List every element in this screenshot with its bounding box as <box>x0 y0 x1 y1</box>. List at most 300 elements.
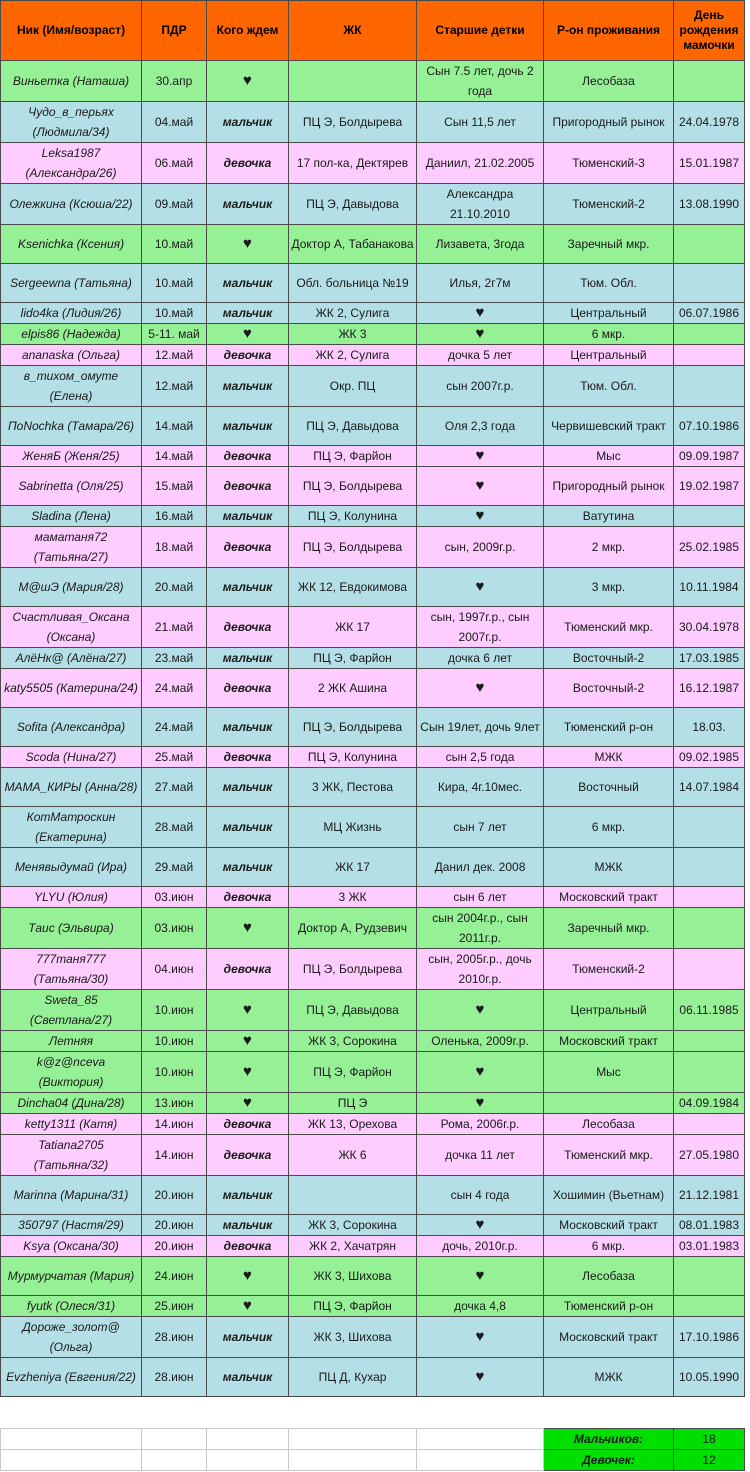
bday-cell[interactable]: 24.04.1978 <box>674 102 745 143</box>
empty-cell[interactable] <box>142 1450 207 1471</box>
rayon-cell[interactable]: Заречный мкр. <box>544 908 674 949</box>
kids-cell[interactable]: Лизавета, 3года <box>417 225 544 264</box>
header-nick[interactable]: Ник (Имя/возраст) <box>1 1 142 61</box>
zhk-cell[interactable]: ПЦ Э, Фарйон <box>289 648 417 669</box>
rayon-cell[interactable]: Тюменский р-он <box>544 708 674 747</box>
bday-cell[interactable]: 06.11.1985 <box>674 990 745 1031</box>
empty-cell[interactable] <box>289 1450 417 1471</box>
bday-cell[interactable]: 27.05.1980 <box>674 1135 745 1176</box>
nick-cell[interactable]: lido4ka (Лидия/26) <box>1 303 142 324</box>
pdr-cell[interactable]: 06.май <box>142 143 207 184</box>
zhk-cell[interactable]: ЖК 3 <box>289 324 417 345</box>
kogo-cell[interactable]: мальчик <box>207 1176 289 1215</box>
rayon-cell[interactable]: Московский тракт <box>544 1215 674 1236</box>
kids-cell[interactable]: сын 7 лет <box>417 807 544 848</box>
nick-cell[interactable]: ananaska (Ольга) <box>1 345 142 366</box>
bday-cell[interactable] <box>674 345 745 366</box>
pdr-cell[interactable]: 03.июн <box>142 908 207 949</box>
rayon-cell[interactable]: 6 мкр. <box>544 807 674 848</box>
bday-cell[interactable] <box>674 1031 745 1052</box>
bday-cell[interactable]: 10.05.1990 <box>674 1358 745 1397</box>
kids-cell[interactable]: сын 2,5 года <box>417 747 544 768</box>
kids-cell[interactable] <box>417 324 544 345</box>
kids-cell[interactable]: Кира, 4г.10мес. <box>417 768 544 807</box>
bday-cell[interactable]: 25.02.1985 <box>674 527 745 568</box>
rayon-cell[interactable]: 3 мкр. <box>544 568 674 607</box>
kids-cell[interactable] <box>417 1052 544 1093</box>
nick-cell[interactable]: ЖеняБ (Женя/25) <box>1 446 142 467</box>
pdr-cell[interactable]: 5-11. май <box>142 324 207 345</box>
kogo-cell[interactable]: мальчик <box>207 1358 289 1397</box>
nick-cell[interactable]: Счастливая_Оксана (Оксана) <box>1 607 142 648</box>
bday-cell[interactable]: 14.07.1984 <box>674 768 745 807</box>
empty-cell[interactable] <box>142 1429 207 1450</box>
nick-cell[interactable]: k@z@nceva (Виктория) <box>1 1052 142 1093</box>
rayon-cell[interactable]: Пригородный рынок <box>544 467 674 506</box>
kids-cell[interactable] <box>417 446 544 467</box>
kogo-cell[interactable]: мальчик <box>207 184 289 225</box>
kogo-cell[interactable] <box>207 324 289 345</box>
kids-cell[interactable]: дочь, 2010г.р. <box>417 1236 544 1257</box>
zhk-cell[interactable]: ПЦ Э, Болдырева <box>289 102 417 143</box>
bday-cell[interactable] <box>674 949 745 990</box>
pdr-cell[interactable]: 10.июн <box>142 1052 207 1093</box>
zhk-cell[interactable]: ПЦ Э, Давыдова <box>289 990 417 1031</box>
kogo-cell[interactable]: девочка <box>207 1236 289 1257</box>
nick-cell[interactable]: маматаня72 (Татьяна/27) <box>1 527 142 568</box>
rayon-cell[interactable]: Лесобаза <box>544 61 674 102</box>
kogo-cell[interactable]: девочка <box>207 446 289 467</box>
kids-cell[interactable] <box>417 669 544 708</box>
zhk-cell[interactable]: ЖК 12, Евдокимова <box>289 568 417 607</box>
header-bday[interactable]: День рождения мамочки <box>674 1 745 61</box>
zhk-cell[interactable]: ЖК 13, Орехова <box>289 1114 417 1135</box>
bday-cell[interactable] <box>674 887 745 908</box>
kogo-cell[interactable]: мальчик <box>207 568 289 607</box>
nick-cell[interactable]: YLYU (Юлия) <box>1 887 142 908</box>
nick-cell[interactable]: Sergeewna (Татьяна) <box>1 264 142 303</box>
nick-cell[interactable]: Летняя <box>1 1031 142 1052</box>
kogo-cell[interactable]: девочка <box>207 1135 289 1176</box>
rayon-cell[interactable]: Тюменский мкр. <box>544 1135 674 1176</box>
rayon-cell[interactable]: Мыс <box>544 446 674 467</box>
zhk-cell[interactable] <box>289 1176 417 1215</box>
zhk-cell[interactable]: ПЦ Э, Давыдова <box>289 184 417 225</box>
kids-cell[interactable] <box>417 506 544 527</box>
kogo-cell[interactable]: девочка <box>207 669 289 708</box>
header-rayon[interactable]: Р-он проживания <box>544 1 674 61</box>
pdr-cell[interactable]: 21.май <box>142 607 207 648</box>
zhk-cell[interactable]: Окр. ПЦ <box>289 366 417 407</box>
pdr-cell[interactable]: 10.июн <box>142 1031 207 1052</box>
rayon-cell[interactable]: Центральный <box>544 303 674 324</box>
nick-cell[interactable]: ketty1311 (Катя) <box>1 1114 142 1135</box>
rayon-cell[interactable]: Тюменский р-он <box>544 1296 674 1317</box>
empty-cell[interactable] <box>1 1450 142 1471</box>
bday-cell[interactable] <box>674 1296 745 1317</box>
zhk-cell[interactable]: ПЦ Д, Кухар <box>289 1358 417 1397</box>
kogo-cell[interactable]: мальчик <box>207 1317 289 1358</box>
nick-cell[interactable]: Tatiana2705 (Татьяна/32) <box>1 1135 142 1176</box>
bday-cell[interactable]: 06.07.1986 <box>674 303 745 324</box>
pdr-cell[interactable]: 28.июн <box>142 1317 207 1358</box>
kogo-cell[interactable]: мальчик <box>207 807 289 848</box>
nick-cell[interactable]: Виньетка (Наташа) <box>1 61 142 102</box>
bday-cell[interactable] <box>674 1052 745 1093</box>
bday-cell[interactable] <box>674 225 745 264</box>
bday-cell[interactable]: 03.01.1983 <box>674 1236 745 1257</box>
boys-count-label[interactable]: Мальчиков: <box>544 1429 674 1450</box>
kids-cell[interactable]: Рома, 2006г.р. <box>417 1114 544 1135</box>
kogo-cell[interactable]: девочка <box>207 747 289 768</box>
pdr-cell[interactable]: 14.май <box>142 407 207 446</box>
nick-cell[interactable]: в_тихом_омуте (Елена) <box>1 366 142 407</box>
nick-cell[interactable]: Sladina (Лена) <box>1 506 142 527</box>
kids-cell[interactable]: сын 6 лет <box>417 887 544 908</box>
kids-cell[interactable] <box>417 303 544 324</box>
header-kids[interactable]: Старшие детки <box>417 1 544 61</box>
bday-cell[interactable] <box>674 61 745 102</box>
kids-cell[interactable] <box>417 1317 544 1358</box>
rayon-cell[interactable]: 2 мкр. <box>544 527 674 568</box>
kogo-cell[interactable] <box>207 1093 289 1114</box>
nick-cell[interactable]: АлёНк@ (Алёна/27) <box>1 648 142 669</box>
nick-cell[interactable]: Sabrinetta (Оля/25) <box>1 467 142 506</box>
zhk-cell[interactable]: ЖК 3, Шихова <box>289 1317 417 1358</box>
pdr-cell[interactable]: 10.июн <box>142 990 207 1031</box>
zhk-cell[interactable]: Обл. больница №19 <box>289 264 417 303</box>
kids-cell[interactable] <box>417 1358 544 1397</box>
kids-cell[interactable]: Илья, 2г7м <box>417 264 544 303</box>
zhk-cell[interactable]: Доктор А, Рудзевич <box>289 908 417 949</box>
kids-cell[interactable]: Данил дек. 2008 <box>417 848 544 887</box>
pdr-cell[interactable]: 10.май <box>142 225 207 264</box>
bday-cell[interactable]: 13.08.1990 <box>674 184 745 225</box>
pdr-cell[interactable]: 14.май <box>142 446 207 467</box>
kids-cell[interactable]: Сын 7.5 лет, дочь 2 года <box>417 61 544 102</box>
boys-count-value[interactable]: 18 <box>674 1429 745 1450</box>
kogo-cell[interactable]: мальчик <box>207 407 289 446</box>
rayon-cell[interactable]: Мыс <box>544 1052 674 1093</box>
rayon-cell[interactable]: Московский тракт <box>544 1317 674 1358</box>
kids-cell[interactable]: Сын 11,5 лет <box>417 102 544 143</box>
pdr-cell[interactable]: 12.май <box>142 366 207 407</box>
nick-cell[interactable]: Scoda (Нина/27) <box>1 747 142 768</box>
kids-cell[interactable]: Сын 19лет, дочь 9лет <box>417 708 544 747</box>
pdr-cell[interactable]: 13.июн <box>142 1093 207 1114</box>
nick-cell[interactable]: 777таня777 (Татьяна/30) <box>1 949 142 990</box>
rayon-cell[interactable]: Тюменский-3 <box>544 143 674 184</box>
rayon-cell[interactable]: Заречный мкр. <box>544 225 674 264</box>
kids-cell[interactable] <box>417 568 544 607</box>
zhk-cell[interactable]: ЖК 3, Шихова <box>289 1257 417 1296</box>
pdr-cell[interactable]: 24.июн <box>142 1257 207 1296</box>
pdr-cell[interactable]: 14.июн <box>142 1135 207 1176</box>
rayon-cell[interactable]: Тюменский-2 <box>544 949 674 990</box>
zhk-cell[interactable]: ЖК 3, Сорокина <box>289 1215 417 1236</box>
kogo-cell[interactable] <box>207 908 289 949</box>
bday-cell[interactable]: 07.10.1986 <box>674 407 745 446</box>
pdr-cell[interactable]: 29.май <box>142 848 207 887</box>
bday-cell[interactable]: 16.12.1987 <box>674 669 745 708</box>
pdr-cell[interactable]: 30.апр <box>142 61 207 102</box>
bday-cell[interactable] <box>674 908 745 949</box>
rayon-cell[interactable]: 6 мкр. <box>544 1236 674 1257</box>
rayon-cell[interactable]: Тюм. Обл. <box>544 366 674 407</box>
rayon-cell[interactable]: 6 мкр. <box>544 324 674 345</box>
kogo-cell[interactable] <box>207 61 289 102</box>
rayon-cell[interactable]: Хошимин (Вьетнам) <box>544 1176 674 1215</box>
rayon-cell[interactable]: МЖК <box>544 848 674 887</box>
kids-cell[interactable]: Оленька, 2009г.р. <box>417 1031 544 1052</box>
pdr-cell[interactable]: 15.май <box>142 467 207 506</box>
pdr-cell[interactable]: 20.май <box>142 568 207 607</box>
nick-cell[interactable]: elpis86 (Надежда) <box>1 324 142 345</box>
bday-cell[interactable]: 21.12.1981 <box>674 1176 745 1215</box>
rayon-cell[interactable]: Тюм. Обл. <box>544 264 674 303</box>
rayon-cell[interactable]: Центральный <box>544 990 674 1031</box>
kids-cell[interactable]: сын, 2009г.р. <box>417 527 544 568</box>
zhk-cell[interactable]: ЖК 2, Хачатрян <box>289 1236 417 1257</box>
kogo-cell[interactable]: мальчик <box>207 506 289 527</box>
zhk-cell[interactable]: ПЦ Э, Болдырева <box>289 467 417 506</box>
zhk-cell[interactable]: МЦ Жизнь <box>289 807 417 848</box>
bday-cell[interactable]: 09.09.1987 <box>674 446 745 467</box>
rayon-cell[interactable]: МЖК <box>544 747 674 768</box>
zhk-cell[interactable]: 17 пол-ка, Дектярев <box>289 143 417 184</box>
rayon-cell[interactable]: Центральный <box>544 345 674 366</box>
rayon-cell[interactable]: Пригородный рынок <box>544 102 674 143</box>
bday-cell[interactable]: 17.10.1986 <box>674 1317 745 1358</box>
rayon-cell[interactable]: МЖК <box>544 1358 674 1397</box>
kogo-cell[interactable]: мальчик <box>207 848 289 887</box>
nick-cell[interactable]: Leksa1987 (Александра/26) <box>1 143 142 184</box>
zhk-cell[interactable]: ЖК 2, Сулига <box>289 345 417 366</box>
bday-cell[interactable] <box>674 807 745 848</box>
zhk-cell[interactable]: ПЦ Э, Фарйон <box>289 1052 417 1093</box>
pdr-cell[interactable]: 28.май <box>142 807 207 848</box>
pdr-cell[interactable]: 25.июн <box>142 1296 207 1317</box>
pdr-cell[interactable]: 12.май <box>142 345 207 366</box>
pdr-cell[interactable]: 09.май <box>142 184 207 225</box>
nick-cell[interactable]: Evzheniya (Евгения/22) <box>1 1358 142 1397</box>
zhk-cell[interactable]: ЖК 17 <box>289 848 417 887</box>
zhk-cell[interactable]: ПЦ Э, Фарйон <box>289 446 417 467</box>
zhk-cell[interactable]: ЖК 3, Сорокина <box>289 1031 417 1052</box>
zhk-cell[interactable]: Доктор А, Табанакова <box>289 225 417 264</box>
header-pdr[interactable]: ПДР <box>142 1 207 61</box>
empty-cell[interactable] <box>207 1429 289 1450</box>
nick-cell[interactable]: Таис (Эльвира) <box>1 908 142 949</box>
kids-cell[interactable]: сын, 1997г.р., сын 2007г.р. <box>417 607 544 648</box>
kogo-cell[interactable]: девочка <box>207 887 289 908</box>
zhk-cell[interactable]: ПЦ Э, Давыдова <box>289 407 417 446</box>
kogo-cell[interactable] <box>207 1031 289 1052</box>
nick-cell[interactable]: Sofita (Александра) <box>1 708 142 747</box>
pdr-cell[interactable]: 20.июн <box>142 1236 207 1257</box>
kogo-cell[interactable]: девочка <box>207 143 289 184</box>
empty-cell[interactable] <box>1 1429 142 1450</box>
kids-cell[interactable] <box>417 1257 544 1296</box>
kids-cell[interactable]: сын 2004г.р., сын 2011г.р. <box>417 908 544 949</box>
bday-cell[interactable] <box>674 506 745 527</box>
nick-cell[interactable]: Sweta_85 (Светлана/27) <box>1 990 142 1031</box>
girls-count-value[interactable]: 12 <box>674 1450 745 1471</box>
nick-cell[interactable]: ПоNochka (Тамара/26) <box>1 407 142 446</box>
kogo-cell[interactable]: девочка <box>207 949 289 990</box>
bday-cell[interactable]: 09.02.1985 <box>674 747 745 768</box>
rayon-cell[interactable]: Лесобаза <box>544 1114 674 1135</box>
kids-cell[interactable]: дочка 11 лет <box>417 1135 544 1176</box>
zhk-cell[interactable]: 3 ЖК, Пестова <box>289 768 417 807</box>
girls-count-label[interactable]: Девочек: <box>544 1450 674 1471</box>
bday-cell[interactable] <box>674 324 745 345</box>
bday-cell[interactable]: 19.02.1987 <box>674 467 745 506</box>
zhk-cell[interactable]: ПЦ Э, Болдырева <box>289 949 417 990</box>
nick-cell[interactable]: Мурмурчатая (Мария) <box>1 1257 142 1296</box>
nick-cell[interactable]: 350797 (Настя/29) <box>1 1215 142 1236</box>
empty-cell[interactable] <box>207 1450 289 1471</box>
zhk-cell[interactable]: 3 ЖК <box>289 887 417 908</box>
nick-cell[interactable]: Олежкина (Ксюша/22) <box>1 184 142 225</box>
pdr-cell[interactable]: 20.июн <box>142 1215 207 1236</box>
pdr-cell[interactable]: 28.июн <box>142 1358 207 1397</box>
rayon-cell[interactable]: Восточный <box>544 768 674 807</box>
empty-cell[interactable] <box>417 1429 544 1450</box>
pdr-cell[interactable]: 16.май <box>142 506 207 527</box>
pdr-cell[interactable]: 14.июн <box>142 1114 207 1135</box>
kids-cell[interactable]: сын, 2005г.р., дочь 2010г.р. <box>417 949 544 990</box>
pdr-cell[interactable]: 25.май <box>142 747 207 768</box>
zhk-cell[interactable]: ЖК 17 <box>289 607 417 648</box>
kogo-cell[interactable]: мальчик <box>207 708 289 747</box>
nick-cell[interactable]: Dincha04 (Дина/28) <box>1 1093 142 1114</box>
empty-cell[interactable] <box>289 1429 417 1450</box>
kogo-cell[interactable]: девочка <box>207 467 289 506</box>
header-kogo[interactable]: Кого ждем <box>207 1 289 61</box>
kogo-cell[interactable]: мальчик <box>207 648 289 669</box>
pdr-cell[interactable]: 23.май <box>142 648 207 669</box>
nick-cell[interactable]: МАМА_КИРЫ (Анна/28) <box>1 768 142 807</box>
rayon-cell[interactable]: Московский тракт <box>544 887 674 908</box>
bday-cell[interactable] <box>674 1114 745 1135</box>
kids-cell[interactable]: дочка 4,8 <box>417 1296 544 1317</box>
kids-cell[interactable]: сын 4 года <box>417 1176 544 1215</box>
nick-cell[interactable]: M@шЭ (Мария/28) <box>1 568 142 607</box>
nick-cell[interactable]: Менявыдумай (Ира) <box>1 848 142 887</box>
kogo-cell[interactable]: мальчик <box>207 366 289 407</box>
pdr-cell[interactable]: 10.май <box>142 264 207 303</box>
bday-cell[interactable]: 08.01.1983 <box>674 1215 745 1236</box>
kids-cell[interactable] <box>417 990 544 1031</box>
zhk-cell[interactable]: ЖК 2, Сулига <box>289 303 417 324</box>
rayon-cell[interactable]: Московский тракт <box>544 1031 674 1052</box>
rayon-cell[interactable] <box>544 1093 674 1114</box>
rayon-cell[interactable]: Тюменский мкр. <box>544 607 674 648</box>
rayon-cell[interactable]: Ватутина <box>544 506 674 527</box>
zhk-cell[interactable]: ПЦ Э, Колунина <box>289 506 417 527</box>
bday-cell[interactable] <box>674 848 745 887</box>
kogo-cell[interactable] <box>207 990 289 1031</box>
kogo-cell[interactable] <box>207 225 289 264</box>
nick-cell[interactable]: Дороже_золот@ (Ольга) <box>1 1317 142 1358</box>
kogo-cell[interactable]: девочка <box>207 1114 289 1135</box>
zhk-cell[interactable]: ПЦ Э, Колунина <box>289 747 417 768</box>
kids-cell[interactable]: Александра 21.10.2010 <box>417 184 544 225</box>
rayon-cell[interactable]: Лесобаза <box>544 1257 674 1296</box>
rayon-cell[interactable]: Тюменский-2 <box>544 184 674 225</box>
pdr-cell[interactable]: 24.май <box>142 669 207 708</box>
bday-cell[interactable]: 30.04.1978 <box>674 607 745 648</box>
pdr-cell[interactable]: 04.июн <box>142 949 207 990</box>
pdr-cell[interactable]: 04.май <box>142 102 207 143</box>
rayon-cell[interactable]: Червишевский тракт <box>544 407 674 446</box>
bday-cell[interactable] <box>674 366 745 407</box>
zhk-cell[interactable]: ПЦ Э, Болдырева <box>289 708 417 747</box>
pdr-cell[interactable]: 27.май <box>142 768 207 807</box>
zhk-cell[interactable]: ПЦ Э <box>289 1093 417 1114</box>
kids-cell[interactable] <box>417 467 544 506</box>
kids-cell[interactable]: дочка 5 лет <box>417 345 544 366</box>
nick-cell[interactable]: Ksya (Оксана/30) <box>1 1236 142 1257</box>
nick-cell[interactable]: Чудо_в_перьях (Людмила/34) <box>1 102 142 143</box>
rayon-cell[interactable]: Восточный-2 <box>544 669 674 708</box>
zhk-cell[interactable]: ПЦ Э, Фарйон <box>289 1296 417 1317</box>
nick-cell[interactable]: Ksenichka (Ксения) <box>1 225 142 264</box>
bday-cell[interactable]: 17.03.1985 <box>674 648 745 669</box>
bday-cell[interactable]: 10.11.1984 <box>674 568 745 607</box>
header-zhk[interactable]: ЖК <box>289 1 417 61</box>
kogo-cell[interactable]: мальчик <box>207 264 289 303</box>
kogo-cell[interactable]: девочка <box>207 345 289 366</box>
bday-cell[interactable] <box>674 1257 745 1296</box>
kids-cell[interactable] <box>417 1093 544 1114</box>
pdr-cell[interactable]: 03.июн <box>142 887 207 908</box>
empty-cell[interactable] <box>417 1450 544 1471</box>
pdr-cell[interactable]: 18.май <box>142 527 207 568</box>
bday-cell[interactable]: 04.09.1984 <box>674 1093 745 1114</box>
kogo-cell[interactable]: мальчик <box>207 102 289 143</box>
kids-cell[interactable] <box>417 1215 544 1236</box>
pdr-cell[interactable]: 10.май <box>142 303 207 324</box>
kogo-cell[interactable]: мальчик <box>207 768 289 807</box>
kids-cell[interactable]: Оля 2,3 года <box>417 407 544 446</box>
bday-cell[interactable]: 18.03. <box>674 708 745 747</box>
kogo-cell[interactable] <box>207 1257 289 1296</box>
zhk-cell[interactable]: ЖК 6 <box>289 1135 417 1176</box>
pdr-cell[interactable]: 24.май <box>142 708 207 747</box>
kogo-cell[interactable]: девочка <box>207 527 289 568</box>
kids-cell[interactable]: Даниил, 21.02.2005 <box>417 143 544 184</box>
kids-cell[interactable]: дочка 6 лет <box>417 648 544 669</box>
nick-cell[interactable]: КотМатроскин (Екатерина) <box>1 807 142 848</box>
zhk-cell[interactable]: 2 ЖК Ашина <box>289 669 417 708</box>
nick-cell[interactable]: Marinna (Марина/31) <box>1 1176 142 1215</box>
nick-cell[interactable]: katy5505 (Катерина/24) <box>1 669 142 708</box>
kogo-cell[interactable]: мальчик <box>207 1215 289 1236</box>
bday-cell[interactable] <box>674 264 745 303</box>
bday-cell[interactable]: 15.01.1987 <box>674 143 745 184</box>
kogo-cell[interactable]: девочка <box>207 607 289 648</box>
zhk-cell[interactable]: ПЦ Э, Болдырева <box>289 527 417 568</box>
kogo-cell[interactable] <box>207 1052 289 1093</box>
pdr-cell[interactable]: 20.июн <box>142 1176 207 1215</box>
kogo-cell[interactable]: мальчик <box>207 303 289 324</box>
kogo-cell[interactable] <box>207 1296 289 1317</box>
rayon-cell[interactable]: Восточный-2 <box>544 648 674 669</box>
nick-cell[interactable]: fyutk (Олеся/31) <box>1 1296 142 1317</box>
zhk-cell[interactable] <box>289 61 417 102</box>
